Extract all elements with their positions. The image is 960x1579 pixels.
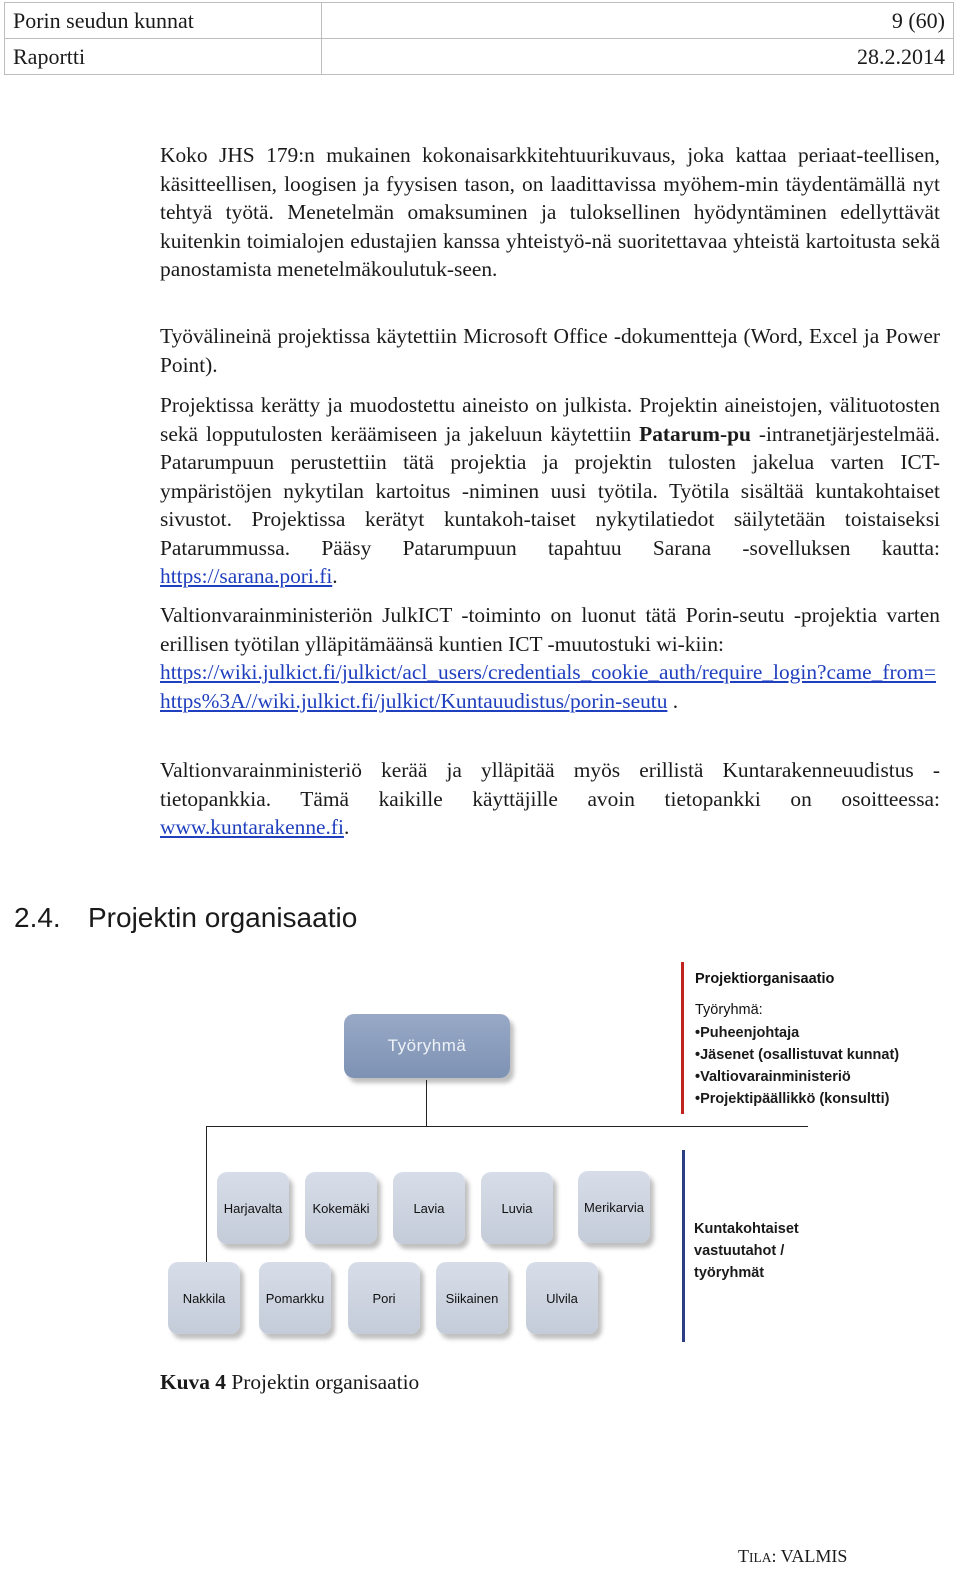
municipality-box-harjavalta: Harjavalta	[217, 1172, 289, 1244]
legend-title: Projektiorganisaatio	[695, 971, 835, 987]
p3-bold: Patarum-pu	[639, 421, 751, 446]
paragraph-patarumpu-text	[160, 391, 940, 591]
p3-text-a: Projektissa kerätty ja muodostettu aineisto on julkista. Projektin aineistojen, välituotosten sekä lopputulosten keräämiseen ja jakeluun käytettiin	[160, 393, 940, 446]
paragraph-tools-text: Työvälineinä projektissa käytettiin Microsoft Office -dokumentteja (Word, Excel ja Power Point).	[160, 324, 940, 377]
responsibility-line: Kuntakohtaiset	[694, 1221, 799, 1237]
paragraph-tools	[160, 322, 940, 379]
caption-label: Kuva 4	[160, 1370, 226, 1394]
status-label-rest: ILA	[749, 1550, 772, 1565]
paragraph-tietopankki-text	[160, 756, 940, 842]
legend-item: • Valtiovarainministeriö	[695, 1066, 899, 1088]
legend-subtitle: Työryhmä:	[695, 1002, 763, 1018]
municipality-box-ulvila: Ulvila	[526, 1262, 598, 1334]
municipality-box-merikarvia: Merikarvia	[578, 1171, 650, 1243]
paragraph-julkict	[160, 601, 940, 715]
responsibility-line: vastuutahot /	[694, 1243, 785, 1259]
paragraph-tietopankki	[160, 756, 940, 842]
sarana-link[interactable]: https://sarana.pori.fi	[160, 564, 333, 588]
legend-item: • Jäsenet (osallistuvat kunnat)	[695, 1044, 899, 1066]
responsibility-blue-bar	[682, 1150, 685, 1342]
municipality-box-siikainen: Siikainen	[436, 1262, 508, 1334]
page-header-table	[4, 2, 954, 75]
status-value: : VALMIS	[771, 1546, 848, 1566]
municipality-box-kokemaki: Kokemäki	[305, 1172, 377, 1244]
header-org: Porin seudun kunnat	[5, 3, 322, 39]
responsibility-line: työryhmät	[694, 1265, 765, 1281]
figure-caption	[160, 1370, 419, 1395]
legend-red-bar	[681, 962, 684, 1114]
p5-text-a: Valtionvarainministeriö kerää ja ylläpitää myös erillistä Kuntarakenneuudistus -tietopankkia. Tämä kaikille käyttäjille avoin tietopankki on osoitteessa:	[160, 758, 940, 811]
connector-horizontal	[206, 1126, 808, 1127]
responsibility-label	[694, 1218, 799, 1284]
p3-end: .	[332, 564, 338, 588]
municipality-box-luvia: Luvia	[481, 1172, 553, 1244]
section-number: 2.4.	[14, 902, 61, 933]
p4-text-a: Valtionvarainministeriön JulkICT -toiminto on luonut tätä Porin-seutu -projektia varten erillisen työtilan ylläpitämäänsä kuntien ICT -muutostuki wi-kiin:	[160, 603, 940, 656]
p4-end: .	[667, 688, 679, 713]
section-title: Projektin organisaatio	[88, 902, 358, 933]
org-diagram	[150, 962, 930, 1352]
municipality-box-nakkila: Nakkila	[168, 1262, 240, 1334]
paragraph-jhs-text: Koko JHS 179:n mukainen kokonaisarkkitehtuurikuvaus, joka kattaa periaat-teellisen, käsitteellisen, loogisen ja fyysisen tason, on laadittavissa myöhem-min täydentämällä nyt tehtyä työtä. Menetelmän omaksuminen ja tuloksellinen hyödyntäminen edellyttävät kuitenkin toimialojen edustajien kanssa yhteistyö-nä suoritettavaa yhteistä kartoitusta sekä panostamista menetelmäkoulutuk-seen.	[160, 143, 940, 281]
paragraph-jhs	[160, 141, 940, 284]
connector-vertical-main	[426, 1080, 427, 1126]
status-label-t: T	[738, 1546, 749, 1566]
legend-member-list	[695, 1022, 899, 1110]
header-doc-type: Raportti	[5, 39, 322, 75]
caption-text: Projektin organisaatio	[225, 1370, 420, 1394]
paragraph-julkict-link-line	[160, 658, 940, 715]
p5-end: .	[343, 815, 350, 839]
p3-text-b: -intranetjärjestelmää. Patarumpuun perustettiin tätä projektia ja projektin tulosten jakelua varten ICT-ympäristöjen nykytilan kartoitus -niminen uusi työtila. Työtila sisältää kuntakohtaiset sivustot. Projektissa kerätyt kuntakoh-taiset nykytilatiedot säilytetään toistaiseksi Patarummussa. Pääsy Patarumpuun tapahtuu Sarana -sovelluksen kautta:	[160, 421, 940, 560]
julkict-wiki-link[interactable]: https://wiki.julkict.fi/julkict/acl_users/credentials_cookie_auth/require_login?came_from=https%3A//wiki.julkict.fi/julkict/Kuntauudistus/porin-seutu	[160, 660, 936, 713]
header-page-number: 9 (60)	[322, 3, 954, 39]
paragraph-julkict-text	[160, 601, 940, 658]
header-date: 28.2.2014	[322, 39, 954, 75]
diagram-box-tyoryhma: Työryhmä	[344, 1014, 510, 1078]
municipality-box-pori: Pori	[348, 1262, 420, 1334]
municipality-box-pomarkku: Pomarkku	[259, 1262, 331, 1334]
connector-left-drop	[206, 1126, 207, 1262]
municipality-box-lavia: Lavia	[393, 1172, 465, 1244]
paragraph-patarumpu	[160, 391, 940, 591]
legend-item: • Puheenjohtaja	[695, 1022, 899, 1044]
document-status	[738, 1546, 847, 1567]
kuntarakenne-link[interactable]: www.kuntarakenne.fi	[160, 815, 344, 839]
legend-item: • Projektipäällikkö (konsultti)	[695, 1088, 899, 1110]
section-heading	[14, 902, 357, 934]
